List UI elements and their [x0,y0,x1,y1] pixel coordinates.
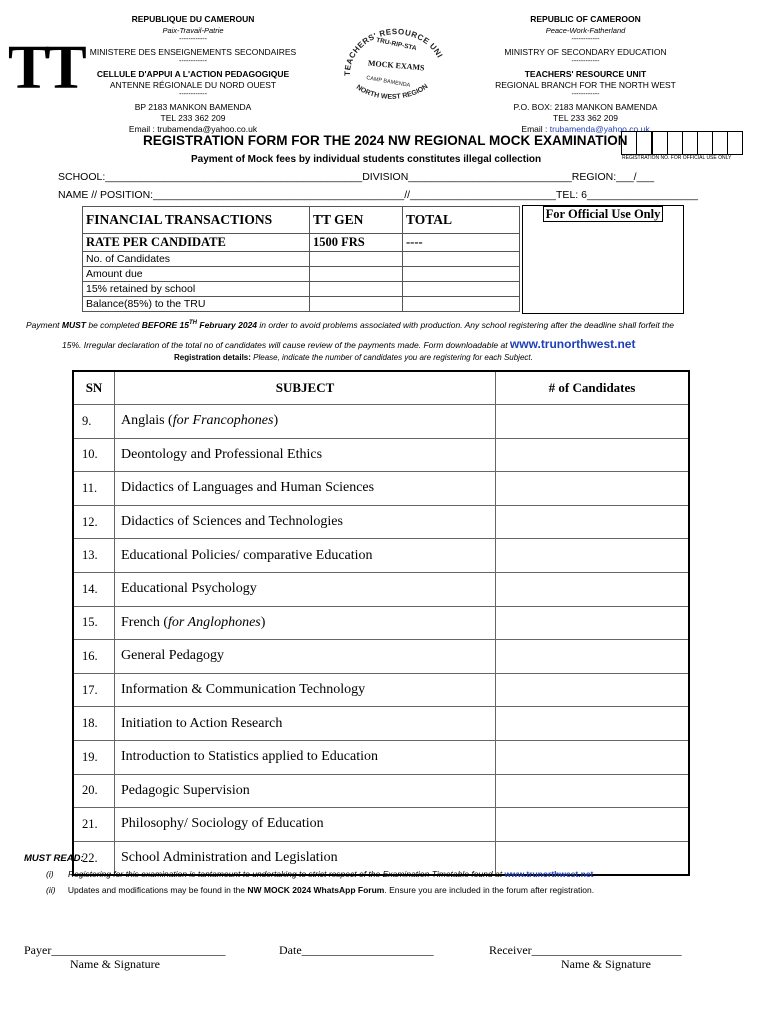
table-row [73,640,689,674]
stamp-bottom-text: NORTH WEST REGION [354,83,430,101]
subject-text: Educational Psychology [121,581,257,597]
separator: ------------ [179,91,207,98]
header-right [478,14,693,135]
fin-row-label: No. of Candidates [83,252,310,267]
stamp-mid-text: TRU-RIP-STA [375,36,418,53]
candidates-cell[interactable] [496,438,690,472]
table-row [73,673,689,707]
subject-sn: 9. [73,405,115,439]
subject-text-italic: for Francophones [172,413,274,429]
fin-row-label: Amount due [83,267,310,282]
subject-text: Initiation to Action Research [121,715,283,731]
item-number: (ii) [46,885,56,895]
subject-sn: 21. [73,808,115,842]
box-fr: BP 2183 MANKON BAMENDA [134,102,252,112]
candidates-cell[interactable] [496,774,690,808]
payment-note-line1 [26,320,674,330]
col-subject: SUBJECT [115,371,496,405]
table-row [73,707,689,741]
table-row [73,472,689,506]
subject-name [115,774,496,808]
subject-text: ) [273,413,279,429]
subject-text: Deontology and Professional Ethics [121,446,323,462]
subject-name [115,740,496,774]
subject-sn: 19. [73,740,115,774]
reg-box[interactable] [651,131,667,155]
subject-name [115,572,496,606]
table-row [73,405,689,439]
table-row [73,740,689,774]
separator: ------------ [571,58,600,65]
motto-en: Peace-Work-Fatherland [545,26,626,35]
subject-text-italic: for Anglophones [168,614,261,630]
country-fr: REPUBLIQUE DU CAMEROUN [131,14,255,24]
registration-details [174,353,533,362]
subject-sn: 20. [73,774,115,808]
official-use-label: For Official Use Only [543,206,664,222]
subject-name [115,438,496,472]
candidates-cell[interactable] [496,673,690,707]
reg-box[interactable] [697,131,712,155]
note-text: be completed [86,320,142,330]
tel-en: TEL 233 362 209 [553,113,618,123]
email-label: Email : [521,124,550,134]
subject-text: Didactics of Languages and Human Sciences [121,480,375,496]
stamp-top-text: TEACHERS' RESOURCE UNI [342,27,445,77]
rate-total: ---- [403,234,520,252]
reg-details-label: Registration details: [174,353,254,362]
subject-text: School Administration and Legislation [121,850,338,866]
timetable-link[interactable]: www.trunorthwest.net [504,869,594,879]
subject-name [115,539,496,573]
official-use-box [522,205,684,314]
candidates-cell[interactable] [496,707,690,741]
subject-sn: 18. [73,707,115,741]
must-read-item-2 [46,885,594,895]
forum-name: NW MOCK 2024 WhatsApp Forum [247,885,385,895]
fin-cell[interactable] [403,252,520,267]
stamp-center-text: MOCK EXAMS [367,58,425,73]
subject-text: Philosophy/ Sociology of Education [121,816,324,832]
box-en: P.O. BOX: 2183 MANKON BAMENDA [513,102,658,112]
subject-text: ) [260,614,266,630]
fin-cell[interactable] [310,282,403,297]
subject-text: Introduction to Statistics applied to Education [121,749,379,765]
item-text: . Ensure you are included in the forum after registration. [384,885,595,895]
subject-text: General Pedagogy [121,648,225,664]
must-read-title: MUST READ: [24,853,84,864]
subject-text: Pedagogic Supervision [121,782,250,798]
subject-text: French ( [121,614,169,630]
ministry-fr: MINISTERE DES ENSEIGNEMENTS SECONDAIRES [89,47,297,57]
note-sup: TH [189,320,198,327]
candidates-cell[interactable] [496,606,690,640]
registration-number-boxes [621,131,743,155]
separator: ------------ [571,91,600,98]
fin-cell[interactable] [403,282,520,297]
separator: ------------ [571,36,600,43]
motto-fr: Paix-Travail-Patrie [162,26,224,35]
candidates-cell[interactable] [496,740,690,774]
subject-text: Didactics of Sciences and Technologies [121,514,343,530]
tel-fr: TEL 233 362 209 [160,113,226,123]
rate-value: 1500 FRS [310,234,403,252]
mock-exams-stamp [338,18,448,103]
email-link[interactable]: trubamenda@yahoo.co.uk [549,124,650,134]
fin-cell[interactable] [403,297,520,312]
header-left [88,14,298,135]
country-en: REPUBLIC OF CAMEROON [530,14,641,24]
financial-table [82,206,520,312]
reg-box[interactable] [682,131,697,155]
subject-sn: 14. [73,572,115,606]
table-row [73,606,689,640]
email-fr: Email : trubamenda@yahoo.co.uk [128,124,258,134]
branch-en: REGIONAL BRANCH FOR THE NORTH WEST [495,80,676,90]
table-row [73,774,689,808]
reg-box[interactable] [727,131,743,155]
table-row [73,539,689,573]
candidates-cell[interactable] [496,808,690,842]
tt-logo: TT [8,34,83,102]
subject-sn: 13. [73,539,115,573]
reg-details-text: Please, indicate the number of candidates you are registering for each Subject. [253,353,533,362]
reg-note: REGISTRATION NO. FOR OFFICIAL USE ONLY [622,155,732,161]
note-text: in order to avoid problems associated with production. Any school registering after the deadline shall forfeit the [257,320,674,330]
fin-cell[interactable] [310,297,403,312]
cell-fr: CELLULE D'APPUI A L'ACTION PEDAGOGIQUE [96,69,290,79]
fin-cell[interactable] [310,267,403,282]
subject-sn: 15. [73,606,115,640]
school-field[interactable]: SCHOOL:____________________________________________DIVISION____________________________REGION:___/___ [58,171,655,183]
note-feb: February 2024 [197,320,258,330]
subject-name [115,405,496,439]
candidates-cell[interactable] [496,539,690,573]
item-text: Registering for this examination is tantamount to undertaking to strict respect of the Examination Timetable found at [67,869,505,879]
stamp-lower-text: CAMP BAMENDA [365,75,411,89]
subtitle: Payment of Mock fees by individual students constitutes illegal collection [191,154,542,165]
name-position-field[interactable]: NAME // POSITION:___________________________________________//_________________________TEL: 6___________________ [58,189,698,201]
fin-cell[interactable] [310,252,403,267]
fin-header: TOTAL [403,207,520,234]
subject-name [115,505,496,539]
subject-name [115,673,496,707]
subject-text: Anglais ( [121,413,173,429]
payer-signature[interactable]: Payer_____________________________ [24,943,226,957]
table-row [73,808,689,842]
payment-note-line2 [62,337,635,351]
subject-text: Information & Communication Technology [121,682,366,698]
note-text: 15%. Irregular declaration of the total no of candidates will cause review of the payments made. Form downloadable at [62,340,510,350]
item-text: Updates and modifications may be found in the [67,885,248,895]
rate-label: RATE PER CANDIDATE [83,234,310,252]
subject-sn: 11. [73,472,115,506]
note-before: BEFORE 15 [141,320,190,330]
fin-header: TT GEN [310,207,403,234]
reg-box[interactable] [712,131,727,155]
candidates-cell[interactable] [496,572,690,606]
note-text: Payment [26,320,62,330]
table-row [73,572,689,606]
fin-row-label: Balance(85%) to the TRU [83,297,310,312]
col-candidates: # of Candidates [496,371,690,405]
candidates-cell[interactable] [496,472,690,506]
candidates-cell[interactable] [496,405,690,439]
website-link[interactable]: www.trunorthwest.net [509,337,636,351]
unit-en: TEACHERS' RESOURCE UNIT [524,69,647,79]
subject-sn: 17. [73,673,115,707]
table-row [73,438,689,472]
subject-text: Educational Policies/ comparative Education [121,547,373,563]
receiver-signature[interactable]: Receiver_________________________ [489,943,682,957]
date-field[interactable]: Date______________________ [279,943,434,957]
table-row [73,505,689,539]
item-number: (i) [46,869,54,879]
subject-name [115,472,496,506]
reg-box[interactable] [636,131,651,155]
subject-sn: 22. [73,841,115,875]
branch-fr: ANTENNE RÉGIONALE DU NORD OUEST [109,80,277,90]
separator: ------------ [179,36,207,43]
subject-name [115,640,496,674]
subject-name [115,808,496,842]
candidates-cell[interactable] [496,505,690,539]
reg-box[interactable] [621,131,636,155]
subject-sn: 10. [73,438,115,472]
subjects-table [72,370,690,876]
payer-name-signature-label: Name & Signature [70,957,160,971]
must-read-item-1 [46,869,593,879]
ministry-en: MINISTRY OF SECONDARY EDUCATION [504,47,667,57]
note-must: MUST [61,320,86,330]
receiver-name-signature-label: Name & Signature [561,957,651,971]
subject-sn: 12. [73,505,115,539]
form-title: REGISTRATION FORM FOR THE 2024 NW REGIONAL MOCK EXAMINATION [143,133,628,148]
col-sn: SN [73,371,115,405]
subject-sn: 16. [73,640,115,674]
reg-box[interactable] [667,131,682,155]
subject-name [115,606,496,640]
separator: ------------ [179,58,207,65]
fin-cell[interactable] [403,267,520,282]
subject-name [115,707,496,741]
fin-header: FINANCIAL TRANSACTIONS [83,207,310,234]
candidates-cell[interactable] [496,640,690,674]
fin-row-label: 15% retained by school [83,282,310,297]
svg-text:NORTH WEST REGION [355,83,430,101]
